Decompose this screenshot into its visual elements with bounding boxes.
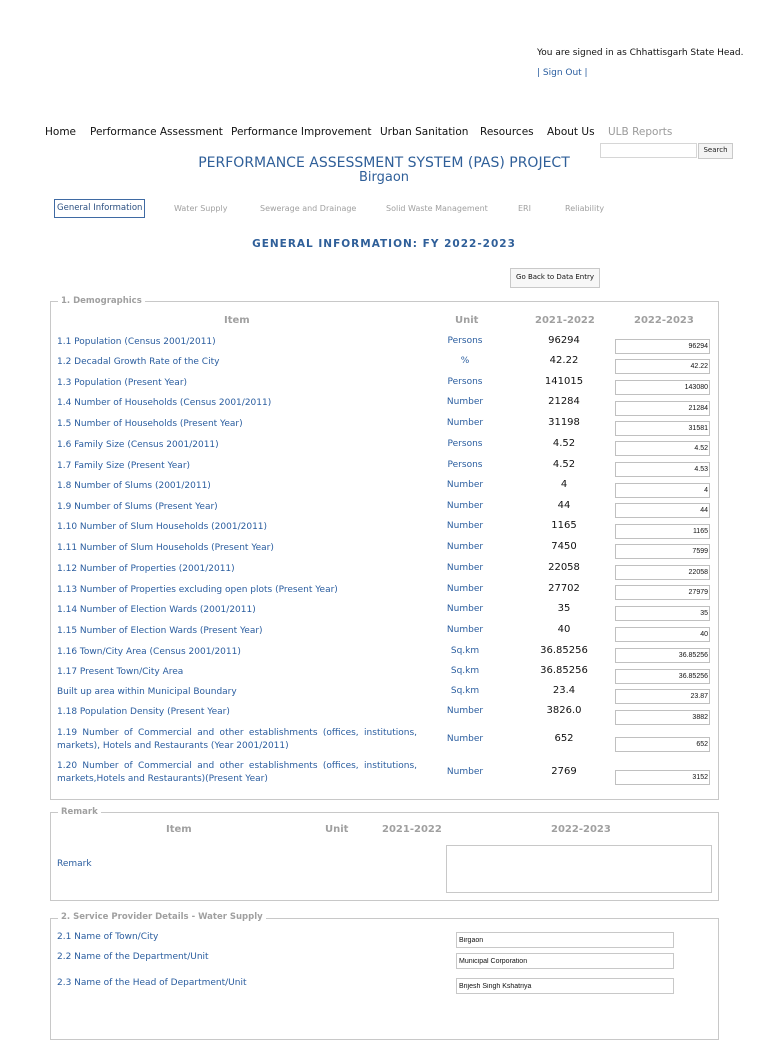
value-2022-2023-input[interactable]: [615, 503, 710, 518]
service-provider-legend: 2. Service Provider Details - Water Supply: [58, 912, 266, 922]
service-value-input[interactable]: [456, 953, 674, 969]
item-label: 1.15 Number of Election Wards (Present Year): [57, 626, 263, 636]
service-value-input[interactable]: [456, 978, 674, 994]
value-2022-2023-input[interactable]: [615, 669, 710, 684]
value-2022-2023-input[interactable]: [615, 380, 710, 395]
value-2021-2022: 31198: [548, 417, 580, 428]
value-2021-2022: 652: [554, 733, 574, 744]
item-label: 1.19 Number of Commercial and other establishments (offices, institutions, markets), Hotels and Restaurants (Year 2001/2011): [57, 728, 417, 751]
value-2021-2022: 7450: [551, 541, 577, 552]
unit-label: Number: [446, 706, 484, 716]
section-heading: GENERAL INFORMATION: FY 2022-2023: [252, 238, 516, 250]
item-label: 1.1 Population (Census 2001/2011): [57, 337, 216, 347]
unit-label: Number: [446, 767, 484, 777]
tab-reliability[interactable]: Reliability: [565, 204, 605, 213]
item-label: 1.3 Population (Present Year): [57, 378, 188, 388]
value-2021-2022: 4.52: [552, 438, 576, 449]
value-2022-2023-input[interactable]: [615, 737, 710, 752]
value-2021-2022: 4.52: [552, 459, 576, 470]
nav-home[interactable]: Home: [45, 126, 77, 138]
item-label: 1.6 Family Size (Census 2001/2011): [57, 440, 219, 450]
item-label: 1.9 Number of Slums (Present Year): [57, 502, 218, 512]
item-label: 1.20 Number of Commercial and other establishments (offices, institutions, markets,Hotels and Restaurants)(Present Year): [57, 761, 417, 784]
value-2022-2023-input[interactable]: [615, 627, 710, 642]
item-label: 1.17 Present Town/City Area: [57, 667, 184, 677]
tab-sewerage-drainage[interactable]: Sewerage and Drainage: [260, 204, 357, 213]
item-label: 1.16 Town/City Area (Census 2001/2011): [57, 647, 241, 657]
value-2022-2023-input[interactable]: [615, 421, 710, 436]
nav-about-us[interactable]: About Us: [547, 126, 595, 138]
item-label: 1.2 Decadal Growth Rate of the City: [57, 357, 220, 367]
unit-label: Sq.km: [450, 666, 480, 676]
nav-performance-assessment[interactable]: Performance Assessment: [90, 126, 223, 138]
value-2021-2022: 42.22: [549, 355, 579, 366]
column-header-2021-2022: 2021-2022: [535, 315, 595, 326]
nav-performance-improvement[interactable]: Performance Improvement: [231, 126, 372, 138]
service-item-label: 2.1 Name of Town/City: [57, 932, 159, 942]
unit-label: Number: [446, 397, 484, 407]
unit-label: Number: [446, 604, 484, 614]
value-2021-2022: 3826.0: [546, 705, 582, 716]
value-2022-2023-input[interactable]: [615, 483, 710, 498]
remark-header-2022-2023: 2022-2023: [551, 824, 611, 835]
tab-general-information[interactable]: General Information: [54, 199, 145, 218]
value-2022-2023-input[interactable]: [615, 441, 710, 456]
remark-header-unit: Unit: [325, 824, 349, 835]
sign-out-link[interactable]: | Sign Out |: [537, 68, 588, 78]
unit-label: Number: [446, 563, 484, 573]
value-2022-2023-input[interactable]: [615, 524, 710, 539]
value-2022-2023-input[interactable]: [615, 585, 710, 600]
value-2022-2023-input[interactable]: [615, 606, 710, 621]
item-label: 1.5 Number of Households (Present Year): [57, 419, 243, 429]
unit-label: Number: [446, 501, 484, 511]
unit-label: Number: [446, 542, 484, 552]
service-item-label: 2.3 Name of the Head of Department/Unit: [57, 978, 247, 988]
item-label: 1.7 Family Size (Present Year): [57, 461, 191, 471]
value-2021-2022: 36.85256: [540, 665, 588, 676]
item-label: 1.12 Number of Properties (2001/2011): [57, 564, 235, 574]
value-2022-2023-input[interactable]: [615, 359, 710, 374]
nav-ulb-reports[interactable]: ULB Reports: [608, 126, 673, 138]
value-2022-2023-input[interactable]: [615, 770, 710, 785]
value-2021-2022: 22058: [548, 562, 580, 573]
unit-label: Persons: [447, 460, 483, 470]
service-item-label: 2.2 Name of the Department/Unit: [57, 952, 209, 962]
tab-solid-waste-management[interactable]: Solid Waste Management: [386, 204, 488, 213]
unit-label: Number: [446, 734, 484, 744]
signed-in-text: You are signed in as Chhattisgarh State Head.: [537, 48, 744, 58]
item-label: 1.4 Number of Households (Census 2001/2011): [57, 398, 272, 408]
value-2021-2022: 2769: [551, 766, 577, 777]
item-label: 1.11 Number of Slum Households (Present Year): [57, 543, 274, 553]
value-2021-2022: 36.85256: [540, 645, 588, 656]
unit-label: %: [460, 356, 470, 366]
page-title: PERFORMANCE ASSESSMENT SYSTEM (PAS) PROJECT: [198, 155, 570, 171]
value-2022-2023-input[interactable]: [615, 710, 710, 725]
unit-label: Number: [446, 584, 484, 594]
value-2022-2023-input[interactable]: [615, 648, 710, 663]
remark-header-item: Item: [166, 824, 192, 835]
unit-label: Number: [446, 480, 484, 490]
demographics-legend: 1. Demographics: [58, 296, 145, 306]
item-label: Built up area within Municipal Boundary: [57, 687, 237, 697]
tab-water-supply[interactable]: Water Supply: [174, 204, 228, 213]
page-subtitle: Birgaon: [358, 170, 410, 185]
item-label: 1.13 Number of Properties excluding open plots (Present Year): [57, 585, 338, 595]
item-label: 1.10 Number of Slum Households (2001/2011): [57, 522, 268, 532]
column-header-2022-2023: 2022-2023: [634, 315, 694, 326]
remark-header-2021-2022: 2021-2022: [382, 824, 442, 835]
value-2021-2022: 4: [560, 479, 568, 490]
column-header-item: Item: [224, 315, 250, 326]
unit-label: Persons: [447, 336, 483, 346]
unit-label: Number: [446, 521, 484, 531]
unit-label: Sq.km: [450, 646, 480, 656]
column-header-unit: Unit: [455, 315, 479, 326]
value-2022-2023-input[interactable]: [615, 462, 710, 477]
value-2021-2022: 23.4: [552, 685, 576, 696]
go-back-button[interactable]: Go Back to Data Entry: [510, 268, 600, 288]
remark-label: Remark: [57, 859, 92, 869]
unit-label: Sq.km: [450, 686, 480, 696]
value-2021-2022: 35: [557, 603, 571, 614]
search-button[interactable]: Search: [698, 143, 733, 159]
tab-eri[interactable]: ERI: [518, 204, 531, 213]
remark-legend: Remark: [58, 807, 101, 817]
value-2021-2022: 1165: [551, 520, 577, 531]
nav-resources[interactable]: Resources: [480, 126, 534, 138]
unit-label: Number: [446, 625, 484, 635]
value-2022-2023-input[interactable]: [615, 565, 710, 580]
value-2022-2023-input[interactable]: [615, 339, 710, 354]
value-2022-2023-input[interactable]: [615, 544, 710, 559]
remark-textarea[interactable]: [446, 845, 712, 893]
item-label: 1.18 Population Density (Present Year): [57, 707, 230, 717]
value-2021-2022: 40: [557, 624, 571, 635]
value-2021-2022: 141015: [544, 376, 584, 387]
value-2022-2023-input[interactable]: [615, 689, 710, 704]
service-value-input[interactable]: [456, 932, 674, 948]
value-2021-2022: 44: [557, 500, 571, 511]
value-2021-2022: 21284: [548, 396, 580, 407]
value-2021-2022: 27702: [548, 583, 580, 594]
nav-urban-sanitation[interactable]: Urban Sanitation: [380, 126, 469, 138]
item-label: 1.8 Number of Slums (2001/2011): [57, 481, 211, 491]
item-label: 1.14 Number of Election Wards (2001/2011): [57, 605, 256, 615]
value-2022-2023-input[interactable]: [615, 401, 710, 416]
unit-label: Persons: [447, 377, 483, 387]
unit-label: Persons: [447, 439, 483, 449]
value-2021-2022: 96294: [548, 335, 580, 346]
unit-label: Number: [446, 418, 484, 428]
